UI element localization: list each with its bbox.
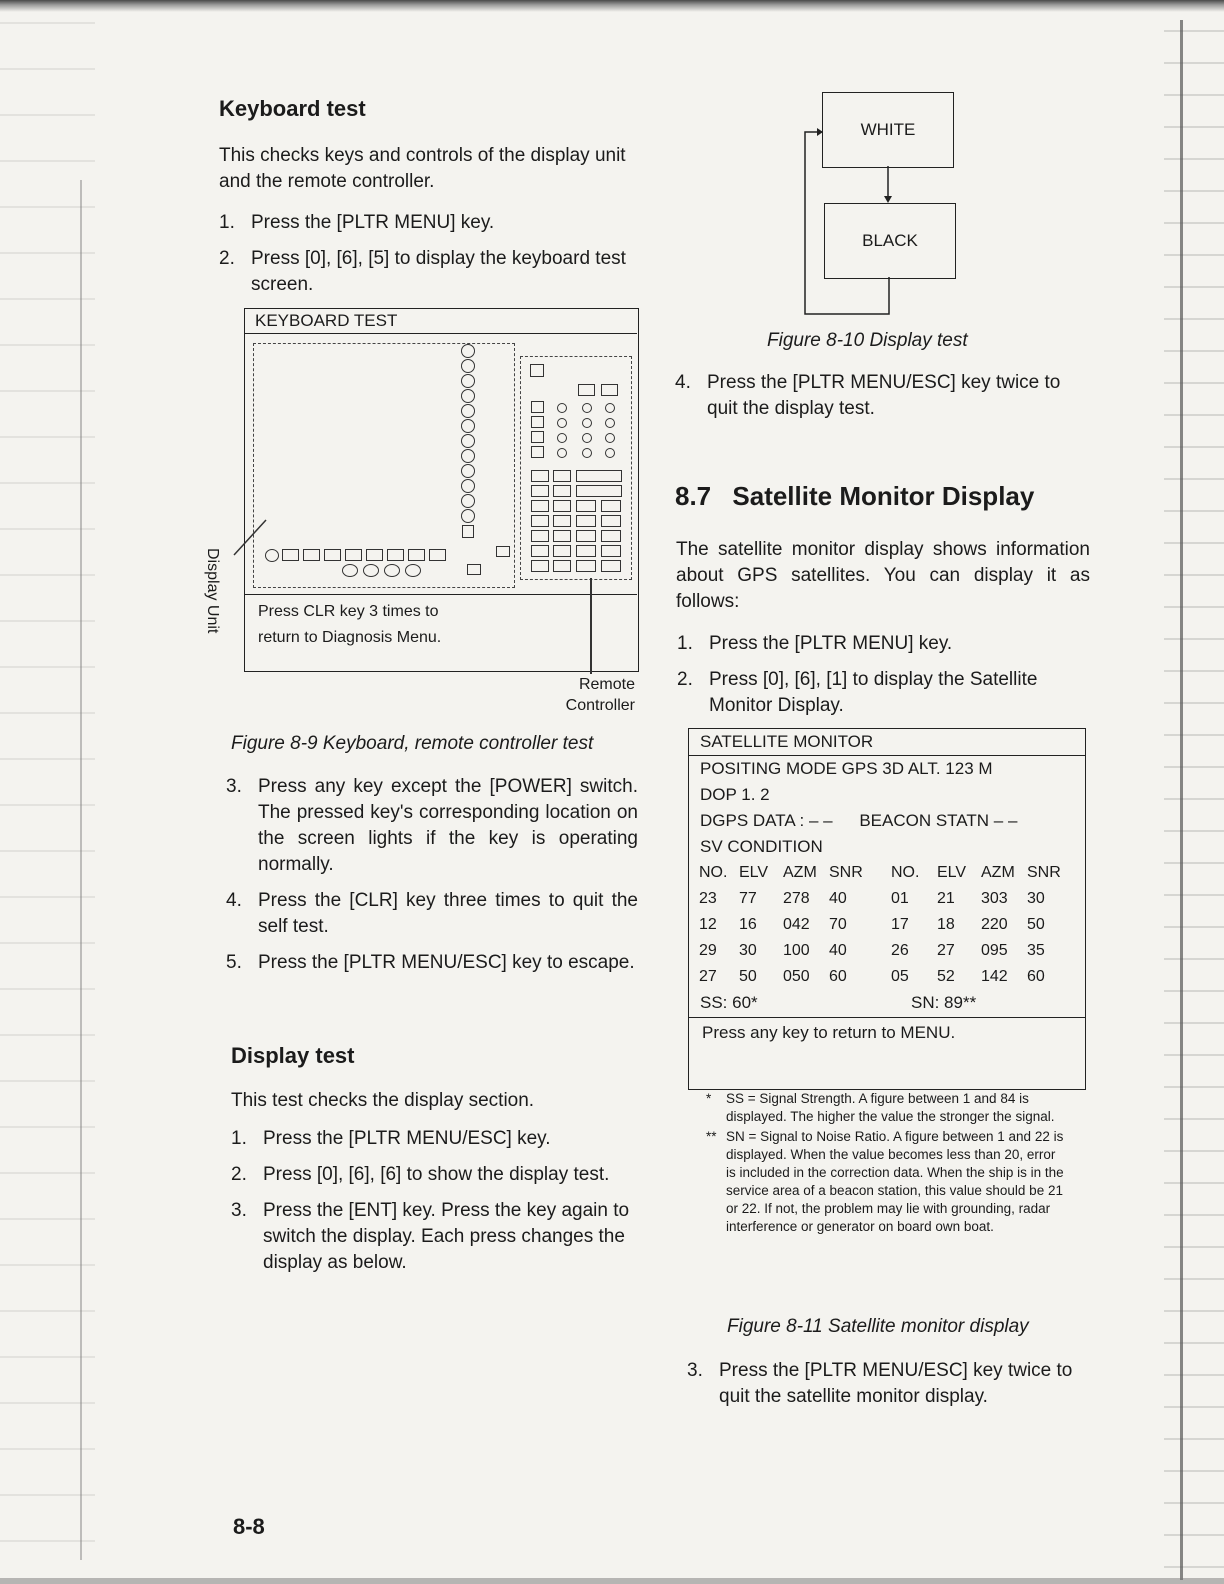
ss-sn-row — [689, 990, 1085, 1016]
remote-key-icon — [576, 545, 596, 557]
step-text: Press the [PLTR MENU/ESC] key. — [263, 1128, 551, 1149]
display-key-icon — [324, 549, 341, 561]
scan-edge-bottom — [0, 1578, 1224, 1584]
display-key-icon — [467, 564, 481, 575]
remote-label-line-2: Controller — [565, 697, 635, 714]
remote-key-icon — [531, 500, 549, 512]
table-cell: 27 — [699, 968, 717, 985]
satellite-monitor-footer: Press any key to return to MENU. — [689, 1017, 1085, 1048]
keyboard-steps-list-a — [219, 210, 639, 308]
satellite-monitor-screen — [688, 728, 1086, 1090]
display-test-heading: Display test — [231, 1043, 355, 1068]
remote-key-icon — [582, 448, 592, 458]
display-key-icon — [461, 389, 475, 403]
display-test-intro: This test checks the display section. — [231, 1090, 535, 1111]
step-text: Press the [CLR] key three times to quit the self test. — [258, 890, 638, 937]
remote-key-icon — [557, 448, 567, 458]
step-text: Press the [PLTR MENU/ESC] key twice to quit the display test. — [707, 372, 1061, 419]
dgps-row — [689, 808, 1085, 834]
section-heading — [675, 481, 1034, 512]
remote-key-icon — [531, 470, 549, 482]
display-key-icon — [408, 549, 425, 561]
column-header: ELV — [739, 864, 769, 881]
remote-key-icon — [553, 515, 571, 527]
remote-key-icon — [531, 530, 549, 542]
list-item — [226, 888, 638, 940]
remote-key-icon — [582, 433, 592, 443]
remote-key-icon — [531, 485, 549, 497]
remote-key-icon — [601, 530, 621, 542]
table-cell: 60 — [829, 968, 847, 985]
remote-key-icon — [557, 403, 567, 413]
remote-key-icon — [531, 545, 549, 557]
list-item — [231, 1126, 646, 1152]
remote-key-icon — [576, 560, 596, 572]
scan-page-edge — [1180, 20, 1183, 1580]
remote-key-icon — [601, 545, 621, 557]
display-key-icon — [461, 419, 475, 433]
remote-key-icon — [553, 485, 571, 497]
satellite-step-3-list — [687, 1358, 1107, 1420]
footnote-mark: ** — [706, 1129, 717, 1144]
remote-pointer-line — [590, 578, 592, 674]
scan-edge-right — [1164, 0, 1224, 1584]
table-cell: 278 — [783, 890, 810, 907]
remote-key-icon — [553, 545, 571, 557]
remote-key-icon — [582, 418, 592, 428]
column-header: SNR — [1027, 864, 1061, 881]
display-key-icon — [405, 564, 421, 577]
display-key-icon — [496, 546, 510, 557]
table-cell: 23 — [699, 890, 717, 907]
step-number: 2. — [231, 1164, 247, 1185]
remote-key-icon — [531, 515, 549, 527]
footnote-text: SS = Signal Strength. A figure between 1 and 84 is displayed. The higher the value the stronger the signal. — [726, 1091, 1055, 1124]
figure-8-11-caption: Figure 8-11 Satellite monitor display — [727, 1316, 1029, 1337]
remote-key-icon — [553, 500, 571, 512]
column-header: ELV — [937, 864, 967, 881]
table-cell: 142 — [981, 968, 1008, 985]
table-cell: 60 — [1027, 968, 1045, 985]
remote-key-icon — [601, 384, 618, 396]
list-item — [231, 1162, 646, 1188]
display-key-icon — [461, 359, 475, 373]
display-steps-list — [231, 1126, 646, 1286]
remote-key-icon — [531, 560, 549, 572]
table-cell: 30 — [739, 942, 757, 959]
table-cell: 05 — [891, 968, 909, 985]
step-text: Press the [PLTR MENU/ESC] key twice to quit the satellite monitor display. — [719, 1360, 1073, 1407]
remote-key-icon — [576, 485, 622, 497]
table-cell: 17 — [891, 916, 909, 933]
list-item — [219, 210, 639, 236]
display-key-icon — [363, 564, 379, 577]
step-text: Press the [PLTR MENU] key. — [709, 633, 953, 654]
scan-binding-line — [80, 180, 82, 1560]
table-row — [699, 964, 1061, 990]
remote-key-icon — [557, 418, 567, 428]
table-cell: 16 — [739, 916, 757, 933]
remote-key-icon — [531, 416, 544, 428]
step-number: 4. — [675, 372, 691, 393]
display-key-icon — [461, 494, 475, 508]
step-number: 1. — [677, 633, 693, 654]
list-item — [677, 631, 1092, 657]
remote-key-icon — [576, 515, 596, 527]
step-text: Press the [ENT] key. Press the key again to switch the display. Each press changes the display as below. — [263, 1200, 630, 1273]
column-header: AZM — [783, 864, 817, 881]
table-cell: 18 — [937, 916, 955, 933]
remote-key-icon — [553, 530, 571, 542]
table-cell: 50 — [739, 968, 757, 985]
footnote-text: SN = Signal to Noise Ratio. A figure between 1 and 22 is displayed. When the value becomes less than 20, error is included in the correction data. When the ship is in the service area of a beacon station, this value should be 21 or 22. If not, the problem may lie with grounding, radar interference or generator on board own boat. — [726, 1129, 1064, 1234]
step-text: Press [0], [6], [6] to show the display test. — [263, 1164, 610, 1185]
display-unit-pointer — [228, 515, 278, 575]
keyboard-test-heading: Keyboard test — [219, 96, 366, 121]
remote-key-icon — [601, 515, 621, 527]
display-key-icon — [461, 479, 475, 493]
display-key-icon — [384, 564, 400, 577]
step-number: 2. — [219, 248, 235, 269]
column-header: NO. — [891, 864, 920, 881]
table-cell: 095 — [981, 942, 1008, 959]
display-key-icon — [429, 549, 446, 561]
display-unit-label: Display Unit — [204, 548, 221, 634]
remote-key-icon — [576, 470, 622, 482]
table-cell: 303 — [981, 890, 1008, 907]
display-key-icon — [461, 434, 475, 448]
step-text: Press the [PLTR MENU] key. — [251, 212, 495, 233]
figure-8-9-caption: Figure 8-9 Keyboard, remote controller test — [231, 733, 594, 754]
sv-condition: SV CONDITION — [700, 837, 823, 856]
table-cell: 40 — [829, 942, 847, 959]
remote-key-icon — [582, 403, 592, 413]
remote-key-icon — [605, 403, 615, 413]
remote-key-icon — [531, 401, 544, 413]
table-cell: 100 — [783, 942, 810, 959]
footnote-ss — [706, 1090, 1066, 1126]
step-number: 3. — [687, 1360, 703, 1381]
remote-key-icon — [531, 431, 544, 443]
remote-key-icon — [578, 384, 595, 396]
list-item — [675, 370, 1095, 422]
column-header: AZM — [981, 864, 1015, 881]
dop-value: DOP 1. 2 — [700, 785, 770, 804]
table-header-row — [699, 860, 1061, 886]
footer-line-1: Press CLR key 3 times to — [258, 603, 439, 620]
table-cell: 70 — [829, 916, 847, 933]
section-number: 8.7 — [675, 481, 712, 511]
remote-key-icon — [531, 446, 544, 458]
display-step-4-list — [675, 370, 1095, 432]
satellite-steps-list — [677, 631, 1092, 729]
table-cell: 27 — [937, 942, 955, 959]
display-key-icon — [461, 374, 475, 388]
remote-key-icon — [557, 433, 567, 443]
remote-key-icon — [530, 364, 544, 377]
table-cell: 01 — [891, 890, 909, 907]
list-item — [226, 774, 638, 878]
keyboard-test-intro: This checks keys and controls of the display unit and the remote controller. — [219, 145, 626, 192]
white-box: WHITE — [822, 92, 954, 168]
remote-controller-label — [540, 674, 635, 716]
column-header: SNR — [829, 864, 863, 881]
list-item — [231, 1198, 646, 1276]
display-key-icon — [366, 549, 383, 561]
footer-line-2: return to Diagnosis Menu. — [258, 629, 442, 646]
footnote-mark: * — [706, 1091, 712, 1106]
step-text: Press the [PLTR MENU/ESC] key to escape. — [258, 952, 635, 973]
step-text: Press [0], [6], [5] to display the keyboard test screen. — [251, 248, 626, 295]
remote-key-icon — [601, 500, 621, 512]
table-cell: 77 — [739, 890, 757, 907]
display-key-icon — [282, 549, 299, 561]
positing-mode: POSITING MODE GPS 3D ALT. 123 M — [700, 759, 993, 778]
table-cell: 050 — [783, 968, 810, 985]
figure-8-10-caption: Figure 8-10 Display test — [767, 330, 968, 351]
keyboard-test-footer — [244, 594, 637, 670]
sn-value: SN: 89** — [911, 993, 977, 1012]
display-key-icon — [303, 549, 320, 561]
satellite-table — [699, 860, 1061, 990]
footnotes — [706, 1090, 1066, 1236]
dgps-data: DGPS DATA : – – — [700, 811, 833, 830]
step-number: 4. — [226, 890, 242, 911]
display-flow-arrows — [795, 92, 965, 322]
section-title: Satellite Monitor Display — [732, 481, 1035, 511]
remote-label-line-1: Remote — [578, 676, 635, 693]
display-key-icon — [461, 404, 475, 418]
remote-key-icon — [576, 530, 596, 542]
step-number: 1. — [219, 212, 235, 233]
display-key-icon — [462, 525, 474, 538]
table-cell: 30 — [1027, 890, 1045, 907]
scan-edge-top — [0, 0, 1224, 12]
display-key-icon — [461, 464, 475, 478]
section-intro: The satellite monitor display shows information about GPS satellites. You can display it as follows: — [676, 539, 1090, 612]
display-key-icon — [387, 549, 404, 561]
step-number: 5. — [226, 952, 242, 973]
table-row — [699, 912, 1061, 938]
step-number: 3. — [226, 776, 242, 797]
page-number: 8-8 — [233, 1514, 265, 1539]
step-text: Press any key except the [POWER] switch. The pressed key's corresponding location on the screen lights if the key is operating normally. — [258, 776, 638, 875]
table-cell: 50 — [1027, 916, 1045, 933]
remote-key-icon — [605, 418, 615, 428]
table-cell: 12 — [699, 916, 717, 933]
display-key-icon — [461, 509, 475, 523]
remote-key-icon — [576, 500, 596, 512]
list-item — [687, 1358, 1107, 1410]
keyboard-test-title: KEYBOARD TEST — [244, 308, 637, 334]
step-number: 3. — [231, 1200, 247, 1221]
remote-key-icon — [605, 448, 615, 458]
display-key-icon — [342, 564, 358, 577]
satellite-monitor-title: SATELLITE MONITOR — [689, 729, 1085, 756]
remote-key-icon — [553, 560, 571, 572]
step-text: Press [0], [6], [1] to display the Satellite Monitor Display. — [709, 669, 1038, 716]
remote-key-icon — [605, 433, 615, 443]
display-key-icon — [345, 549, 362, 561]
list-item — [677, 667, 1092, 719]
table-cell: 220 — [981, 916, 1008, 933]
remote-key-icon — [601, 560, 621, 572]
keyboard-steps-list-b — [226, 774, 638, 986]
beacon-station: BEACON STATN – – — [859, 811, 1018, 830]
remote-key-icon — [553, 470, 571, 482]
display-key-icon — [461, 344, 475, 358]
table-row — [699, 938, 1061, 964]
column-header: NO. — [699, 864, 728, 881]
display-key-icon — [461, 449, 475, 463]
step-number: 1. — [231, 1128, 247, 1149]
step-number: 2. — [677, 669, 693, 690]
table-cell: 40 — [829, 890, 847, 907]
black-box: BLACK — [824, 203, 956, 279]
table-cell: 29 — [699, 942, 717, 959]
ss-value: SS: 60* — [700, 993, 758, 1012]
table-cell: 21 — [937, 890, 955, 907]
list-item — [226, 950, 638, 976]
table-cell: 52 — [937, 968, 955, 985]
table-cell: 35 — [1027, 942, 1045, 959]
table-cell: 042 — [783, 916, 810, 933]
footnote-sn — [706, 1128, 1066, 1236]
table-cell: 26 — [891, 942, 909, 959]
list-item — [219, 246, 639, 298]
table-row — [699, 886, 1061, 912]
